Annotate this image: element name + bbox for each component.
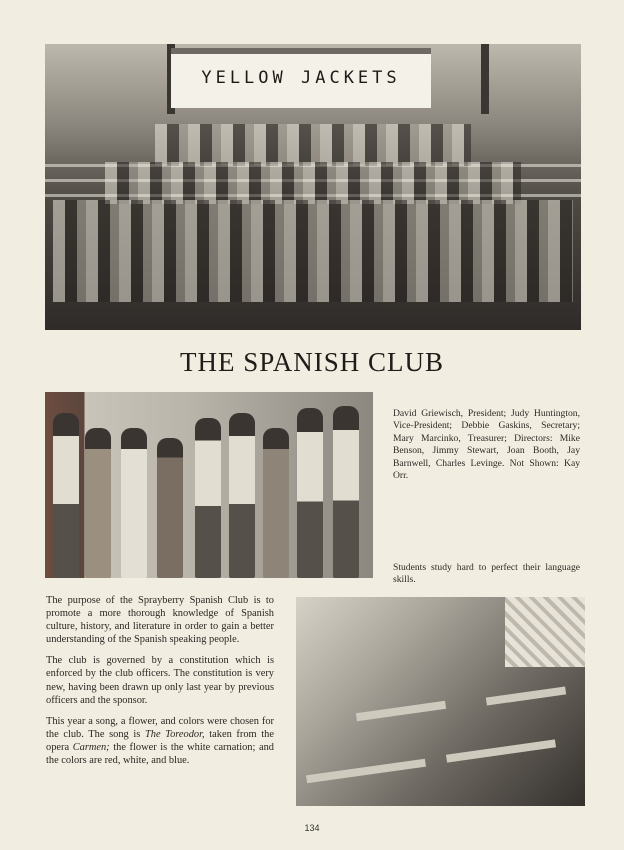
study-caption: Students study hard to perfect their language skills. <box>393 562 580 586</box>
opera-title: Carmen; <box>72 741 110 753</box>
song-title: The Toreodor, <box>145 728 205 740</box>
banner-text: YELLOW JACKETS <box>201 68 401 88</box>
yellow-jackets-banner <box>171 48 431 108</box>
paragraph-constitution: The club is governed by a constitution which is enforced by the club officers. The constitution is very new, having been drawn up only last year by previous officers and the sponsor. <box>46 655 274 706</box>
paragraph-song-flower-colors: This year a song, a flower, and colors were chosen for the club. The song is The Toreodor, taken from the opera Carmen; the flower is the white carnation; and the colors are red, white, and blue. <box>46 715 274 767</box>
page-number: 134 <box>304 823 320 833</box>
officers-photo <box>45 392 373 578</box>
club-group-photo <box>45 44 581 330</box>
paragraph-purpose: The purpose of the Sprayberry Spanish Club is to promote a more thorough knowledge of Spanish culture, history, and literature in order to gain a better understanding of the Spanish speaking people. <box>46 595 274 646</box>
page-title: THE SPANISH CLUB <box>179 347 445 377</box>
banner-post-right <box>481 44 489 114</box>
club-description <box>46 594 274 775</box>
officers-caption: David Griewisch, President; Judy Huntington, Vice-President; Debbie Gaskins, Secretary; Mary Marcinko, Treasurer; Directors: Mike Benson, Jimmy Stewart, Joan Booth, Jay Barnwell, Charles Levinge. Not Shown: Kay Orr. <box>393 408 580 482</box>
students-studying-photo <box>296 597 585 806</box>
